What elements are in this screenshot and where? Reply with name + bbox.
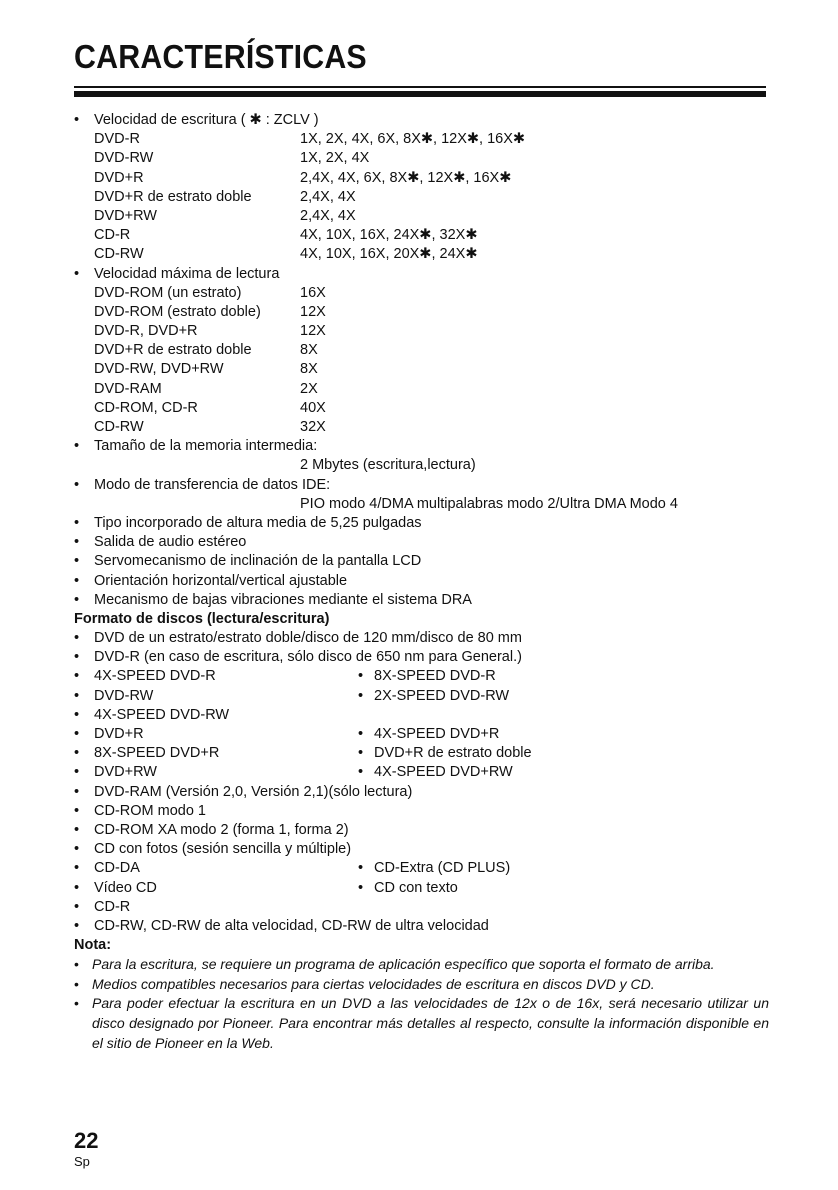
bullet: • [358,687,364,704]
write-media: DVD-RW [94,150,154,167]
bullet: • [74,553,80,570]
title-rule-thin [74,86,766,88]
memory-value: 2 Mbytes (escritura,lectura) [300,457,476,474]
read-speed: 12X [300,323,326,340]
read-speed-row [74,418,769,437]
bullet: • [74,898,80,915]
write-speeds: 2,4X, 4X [300,188,356,205]
format-left: CD-ROM modo 1 [94,802,206,819]
feature-item [74,552,769,571]
format-row [74,821,769,840]
bullet: • [358,764,364,781]
format-left: 8X-SPEED DVD+R [94,745,220,762]
read-speed-row [74,360,769,379]
write-media: DVD+R [94,169,144,186]
bullet: • [74,649,80,666]
ide-value: PIO modo 4/DMA multipalabras modo 2/Ultra DMA Modo 4 [300,495,678,512]
bullet: • [74,591,80,608]
write-speeds: 1X, 2X, 4X, 6X, 8X✱, 12X✱, 16X✱ [300,131,526,148]
format-row [74,783,769,802]
bullet: • [74,668,80,685]
format-left: 4X-SPEED DVD-RW [94,706,230,723]
write-speed-row [74,149,769,168]
write-media: CD-RW [94,246,144,263]
bullet: • [74,476,80,493]
format-left: CD con fotos (sesión sencilla y múltiple) [94,841,352,858]
bullet: • [358,745,364,762]
read-media: CD-RW [94,419,144,435]
format-row [74,725,769,744]
format-left: Vídeo CD [94,879,157,896]
bullet: • [74,764,80,781]
formats-heading: Formato de discos (lectura/escritura) [74,610,330,627]
write-media: DVD+RW [94,207,157,224]
write-speeds: 1X, 2X, 4X [300,150,370,167]
format-row [74,648,769,667]
bullet: • [358,879,364,896]
bullet: • [74,438,80,455]
format-left: CD-RW, CD-RW de alta velocidad, CD-RW de ultra velocidad [94,917,489,934]
format-right: 8X-SPEED DVD-R [374,668,496,685]
ide-label: Modo de transferencia de datos IDE: [94,476,331,493]
format-left: DVD+R [94,726,144,742]
format-row [74,879,769,898]
format-row [74,898,769,917]
feature-text: Salida de audio estéreo [94,534,247,551]
format-row [74,687,769,706]
note-item [74,994,769,1053]
bullet: • [74,630,80,647]
format-left: DVD-RW [94,687,154,704]
bullet: • [358,668,364,685]
bullet: • [74,841,80,858]
format-left: CD-ROM XA modo 2 (forma 1, forma 2) [94,821,349,838]
spec-content [74,111,769,1053]
note-text: Para poder efectuar la escritura en un DVD a las velocidades de 12x o de 16x, será necesario utilizar un disco designado por Pioneer. Para encontrar más detalles al respecto, consulte la información disponible en el sitio de Pioneer en la Web. [92,995,769,1051]
read-speed: 2X [300,380,318,397]
read-speed-row [74,341,769,360]
write-media: DVD+R de estrato doble [94,188,252,205]
read-media: DVD-ROM (estrato doble) [94,303,261,320]
write-speed-label: Velocidad de escritura ( ✱ : ZCLV ) [94,112,319,128]
format-right: CD con texto [374,879,458,896]
format-left: DVD de un estrato/estrato doble/disco de 120 mm/disco de 80 mm [94,630,522,647]
write-media: CD-R [94,227,131,244]
format-row [74,744,769,763]
memory-item [74,437,769,456]
feature-item [74,533,769,552]
bullet: • [74,995,79,1012]
format-row [74,629,769,648]
feature-text: Tipo incorporado de altura media de 5,25 pulgadas [94,514,422,531]
read-speed-row [74,303,769,322]
format-row [74,917,769,936]
note-item [74,975,769,995]
read-media: DVD-RAM [94,380,162,397]
format-left: CD-DA [94,860,140,877]
feature-item [74,591,769,610]
read-speed-label: Velocidad máxima de lectura [94,265,280,282]
bullet: • [74,821,80,838]
format-right: 4X-SPEED DVD+R [374,726,500,742]
feature-item [74,572,769,591]
write-speed-row [74,169,769,188]
bullet: • [74,956,79,973]
format-left: DVD+RW [94,764,157,781]
write-speeds: 4X, 10X, 16X, 20X✱, 24X✱ [300,246,478,263]
bullet: • [74,879,80,896]
write-speed-row [74,226,769,245]
bullet: • [358,726,364,742]
memory-label: Tamaño de la memoria intermedia: [94,438,318,455]
page-title: CARACTERÍSTICAS [74,38,367,75]
title-rule-thick [74,91,766,97]
bullet: • [74,726,80,742]
format-right: 2X-SPEED DVD-RW [374,687,510,704]
bullet: • [74,783,80,800]
bullet: • [74,975,79,992]
write-speeds: 2,4X, 4X [300,207,356,224]
feature-text: Mecanismo de bajas vibraciones mediante el sistema DRA [94,591,472,608]
read-speed: 8X [300,342,318,359]
write-speed-item [74,111,769,130]
format-row [74,706,769,725]
format-right: 4X-SPEED DVD+RW [374,764,513,781]
bullet: • [74,706,80,723]
bullet: • [74,265,80,282]
read-speed-item [74,265,769,284]
format-left: 4X-SPEED DVD-R [94,668,216,685]
write-speed-row [74,130,769,149]
read-media: CD-ROM, CD-R [94,399,198,416]
format-left: DVD-RAM (Versión 2,0, Versión 2,1)(sólo lectura) [94,783,413,800]
read-media: DVD-R, DVD+R [94,323,198,340]
read-speed: 32X [300,419,326,435]
note-text: Para la escritura, se requiere un programa de aplicación específico que soporta el formato de arriba. [92,956,715,973]
format-row [74,802,769,821]
note-item [74,955,769,975]
memory-value-line [74,456,769,475]
format-left: CD-R [94,898,131,915]
bullet: • [74,917,80,934]
read-speed-row [74,284,769,303]
read-speed: 8X [300,361,318,378]
bullet: • [358,860,364,877]
bullet: • [74,802,80,819]
bullet: • [74,687,80,704]
feature-text: Servomecanismo de inclinación de la pantalla LCD [94,553,422,570]
write-speeds: 4X, 10X, 16X, 24X✱, 32X✱ [300,227,478,244]
format-right: CD-Extra (CD PLUS) [374,860,511,877]
bullet: • [74,745,80,762]
bullet: • [74,572,80,589]
write-media: DVD-R [94,131,140,148]
feature-text: Orientación horizontal/vertical ajustable [94,572,348,589]
format-left: DVD-R (en caso de escritura, sólo disco de 650 nm para General.) [94,649,522,666]
read-speed-row [74,399,769,418]
note-text: Medios compatibles necesarios para ciertas velocidades de escritura en discos DVD y CD. [92,975,655,992]
read-speed: 12X [300,303,326,320]
read-speed-row [74,322,769,341]
format-row [74,859,769,878]
read-media: DVD+R de estrato doble [94,342,252,359]
ide-item [74,476,769,495]
page-language: Sp [74,1154,90,1169]
bullet: • [74,860,80,877]
format-row [74,840,769,859]
write-speed-row [74,245,769,264]
bullet: • [74,514,80,531]
feature-item [74,514,769,533]
page-number: 22 [74,1128,99,1153]
read-speed-row [74,380,769,399]
format-right: DVD+R de estrato doble [374,745,532,762]
bullet: • [74,112,80,128]
read-media: DVD-RW, DVD+RW [94,361,224,378]
ide-value-line [74,495,769,514]
write-speed-row [74,188,769,207]
read-media: DVD-ROM (un estrato) [94,284,242,301]
read-speed: 16X [300,284,326,301]
write-speed-row [74,207,769,226]
format-row [74,667,769,686]
notes-heading: Nota: [74,937,112,954]
read-speed: 40X [300,399,326,416]
format-row [74,763,769,782]
write-speeds: 2,4X, 4X, 6X, 8X✱, 12X✱, 16X✱ [300,169,512,186]
bullet: • [74,534,80,551]
